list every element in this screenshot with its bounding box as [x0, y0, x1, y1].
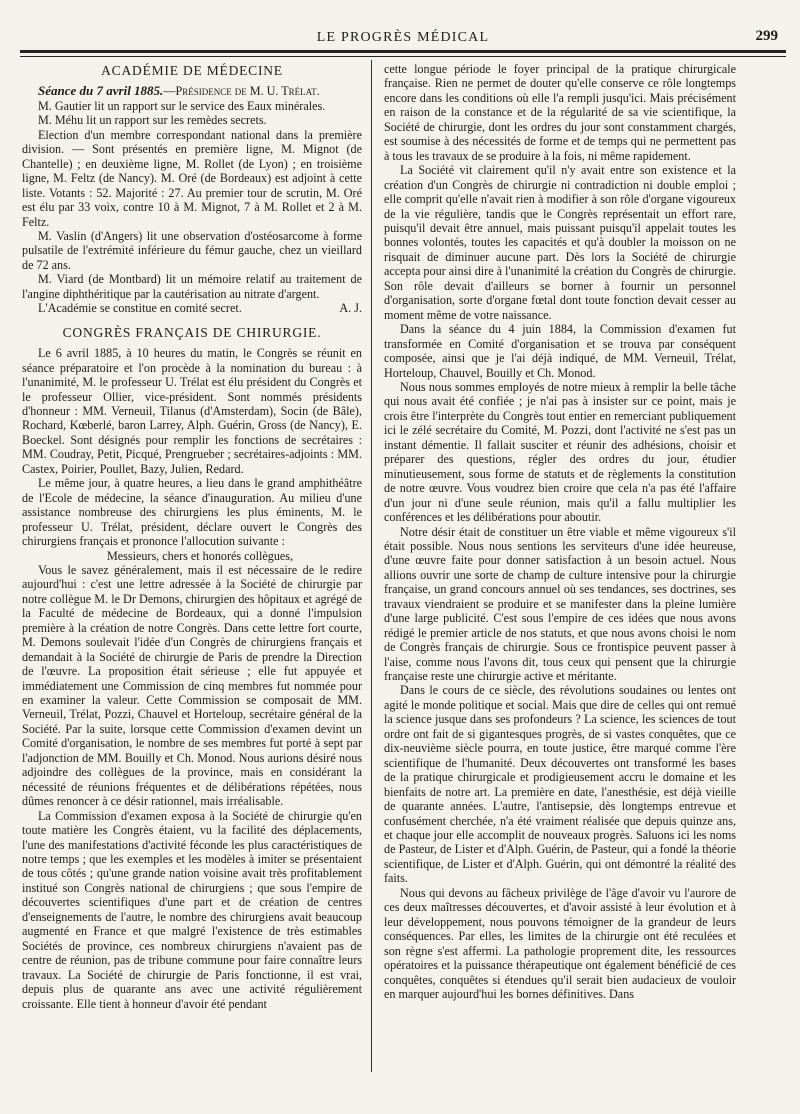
academie-paragraph: M. Méhu lit un rapport sur les remèdes secrets.	[38, 113, 267, 128]
congres-heading: CONGRÈS FRANÇAIS DE CHIRURGIE.	[62, 324, 322, 340]
academie-paragraph: Election d'un membre correspondant national dans la première division. — Sont présentés en première ligne, M. Mignot (de Chantelle) ; en deuxième ligne, M. Rollet (de Lyon) ; en troisième ligne, M. Feltz (de Nancy). M. Oré (de Bordeaux) est adjoint à cette liste. Votants : 52. Majorité : 27. Au premier tour de scrutin, M. Oré est élu par 33 voix, contre 10 à M. Mignot, 7 à M. Rollet et 2 à M. Feltz.	[22, 127, 362, 229]
academie-paragraph: M. Vaslin (d'Angers) lit une observation d'ostéosarcome à forme pulsatile de l'extrémité inférieure du fémur gauche, chez un vieillard de 72 ans.	[22, 228, 362, 272]
speech-paragraph: Dans le cours de ce siècle, des révolutions soudaines ou lentes ont agité le monde politique et social. Mais que dire de celles qui ont remué la science jusque dans ses profondeurs ? La science, les sciences de tout ordre ont fait de si gigantesques progrès, de si vastes conquêtes, que ce dix-neuvième siècle pourra, en toute justice, être marqué comme l'ère scientifique de l'humanité. Deux découvertes ont transformé les bases de la pratique chirurgicale et prodigieusement accru le domaine et les bienfaits de notre art. La première en date, l'anesthésie, est déjà vieille de quarante années. L'autre, l'antisepsie, dès longtemps entrevue et confusément cherchée, n'a été vraiment réalisée que depuis quinze ans, et chaque jour elle accomplit de nouveaux progrès. Saluons ici les noms de Pasteur, de Lister et d'Alph. Guérin, de Pasteur, qui a fondé la théorie scientifique, de Lister et d'Alph. Guérin, qui ont démontré la réalité des faits.	[384, 683, 736, 886]
congres-paragraph: Le 6 avril 1885, à 10 heures du matin, le Congrès se réunit en séance préparatoire et l'on procède à la nomination du bureau : à l'unanimité, M. le professeur U. Trélat est élu président du Congrès et le professeur Ollier, vice-président. Sont nommés présidents d'honneur : MM. Verneuil, Tilanus (d'Amsterdam), Socin (de Bâle), Rochard, Kœberlé, baron Larrey, Alph. Guérin, Gross (de Nancy), E. Boeckel. Sont désignés pour remplir les fonctions de secrétaires : MM. Coudray, Petit, Picqué, Prengrueber ; secrétaires-adjoints : MM. Castex, Poirier, Poullet, Bazy, Julien, Redard.	[22, 346, 362, 476]
page-number: 299	[755, 28, 778, 44]
speech-paragraph: Nous qui devons au fâcheux privilège de l'âge d'avoir vu l'aurore de ces deux maîtresses découvertes, et d'avoir assisté à leur évolution et à leur développement, nous pouvons témoigner de la grandeur de leurs conséquences. Par elles, les limites de la chirurgie ont été reculées et son règne s'est affermi. La pathologie proprement dite, les ressources opératoires et la puissance thérapeutique ont également bénéficié de ces conquêtes, conquêtes si étendues qu'il serait bien audacieux de vouloir en marquer aujourd'hui les bornes définitives. Dans	[384, 885, 736, 1001]
header-rule-thick	[20, 50, 786, 53]
seance-line	[22, 84, 362, 98]
congres-paragraph: Le même jour, à quatre heures, a lieu dans le grand amphithéâtre de l'Ecole de médecine, la séance d'inauguration. Au milieu d'une assistance nombreuse des chirurgiens les plus éminents, M. le professeur U. Trélat, président, déclare ouvert le Congrès des chirurgiens français et prononce l'allocution suivante :	[22, 476, 362, 549]
page-header	[20, 26, 786, 48]
speech-paragraph: Vous le savez généralement, mais il est nécessaire de le redire aujourd'hui : c'est une lettre adressée à la Société de chirurgie par notre collègue M. le Dr Demons, chirurgien des hôpitaux et agrégé de la Faculté de médecine de Bordeaux, qui a donné l'impulsion première à la création de notre Congrès. Dans cette lettre fort courte, M. Demons soulevait l'idée d'un Congrès de chirurgiens français et demandait à la Société de chirurgie de Paris de prendre la Direction de l'œuvre. La proposition était sérieuse ; elle fut appuyée et immédiatement une Commission de cinq membres fut nommée pour en examiner la valeur. Cette Commission se composait de MM. Verneuil, Trélat, Pozzi, Chauvel et Horteloup, secrétaire général de la Société. Par la suite, lorsque cette Commission d'examen devint un Comité d'organisation, le nombre de ses membres fut porté à sept par l'adjonction de MM. Bouilly et Ch. Monod. Nous aurions désiré nous adjoindre des collègues de la province, mais en considérant la nécessité de réunions fréquentes et de délibérations répétées, nous dûmes renoncer à ce désir rationnel, mais irréalisable.	[22, 562, 362, 809]
speech-paragraph: Dans la séance du 4 juin 1884, la Commission d'examen fut transformée en Comité d'organisation et se trouva par conséquent composée, ainsi que je l'ai déjà indiqué, de MM. Verneuil, Trélat, Horteloup, Chauvel, Bouilly et Ch. Monod.	[384, 322, 736, 380]
speech-paragraph: La Société vit clairement qu'il n'y avait entre son existence et la création d'un Congrès de chirurgie ni contradiction ni double emploi ; elle comprit qu'elle n'avait rien à modifier à son rôle d'organe vigoureux de la vie régulière, tandis que le Congrès représentait un effort rare, puisqu'il devait être annuel, mais puissant puisqu'il appelait toutes les bonnes volontés, toutes les capacités et qu'à doubler la moisson on ne risquait de diminuer aucune part. Dès lors la Société de chirurgie accepta pour ainsi dire à l'unanimité la création du Congrès de chirurgie. Son rôle devait d'ailleurs se borner à fournir un personnel d'organisation, sorte d'organe fœtal dont toute fonction devait cesser au moment même de votre naissance.	[384, 163, 736, 322]
academie-paragraph: M. Viard (de Montbard) lit un mémoire relatif au traitement de l'angine diphthéritique par la cautérisation au nitrate d'argent.	[22, 272, 362, 301]
academie-closing	[22, 301, 362, 315]
academie-paragraph: M. Gautier lit un rapport sur le service des Eaux minérales.	[38, 98, 326, 113]
academie-heading: ACADÉMIE DE MÉDECINE	[101, 63, 283, 78]
journal-title: LE PROGRÈS MÉDICAL	[316, 30, 490, 45]
academie-closing-text: L'Académie se constitue en comité secret.	[38, 301, 242, 316]
seance-date: Séance du 7 avril 1885.	[38, 83, 164, 99]
right-column	[384, 62, 736, 1001]
section-gap	[22, 316, 362, 324]
academie-signature: A. J.	[339, 301, 362, 316]
speech-paragraph: Nous nous sommes employés de notre mieux à remplir la belle tâche qui nous avait été confiée ; je n'ai pas à insister sur ce point, mais je crois être l'interprète du Congrès tout entier en remerciant publiquement ici le zélé secrétaire du Comité, M. Pozzi, dont l'activité ne s'est pas un instant démentie. Il fallait susciter et réunir des adhésions, choisir et préparer des questions, régler des ordres du jour, étudier minutieusement, sous forme de statuts et de règlements la constitution de notre œuvre. Vous voudrez bien croire que cela n'a pas été l'affaire d'un jour ni d'une seule réunion, mais qu'il a fallu multiplier les conférences et les délibérations pour aboutir.	[384, 379, 736, 525]
column-divider	[371, 60, 372, 1072]
speech-greeting: Messieurs, chers et honorés collègues,	[106, 548, 294, 563]
left-column	[22, 62, 362, 1011]
speech-paragraph: cette longue période le foyer principal de la pratique chirurgicale française. Rien ne permet de douter qu'elle conserve ce rôle longtemps encore dans les conditions où elle l'a rempli jusqu'ici. Mais précisément en raison de la constance et de la régularité de sa vie scientifique, la Société de chirurgie, dont les ordres du jour sont constamment chargés, est soumise à des nécessités de forme et de temps qui ne permettent pas à tous les travaux de se produire à la fois, ni même rapidement.	[384, 62, 736, 163]
speech-paragraph: Notre désir était de constituer un être viable et même vigoureux s'il était possible. Nous nous sentions les serviteurs d'une idée heureuse, d'une œuvre faite pour donner satisfaction à un besoin actuel. Nous allions ouvrir une sorte de champ de culture intensive pour la chirurgie française, un grand concours annuel où ses tendances, ses doctrines, ses travaux viendraient se produire et se manifester dans la pleine lumière d'une large publicité. C'est sous l'empire de ces idées que nous avons rédigé le premier article de nos statuts, et que nous avons choisi le nom de Congrès français de chirurgie. Sous ce frontispice peuvent passer à l'aise, comme nous l'avons dit, tous ceux qui pensent que la chirurgie française reste une chirurgie active et méritante.	[384, 524, 736, 684]
header-rule-thin	[20, 56, 786, 57]
seance-presidence: —Présidence de M. U. Trélat.	[163, 84, 320, 99]
speech-paragraph: La Commission d'examen exposa à la Société de chirurgie qu'en toute matière les Congrès étaient, vu la facilité des déplacements, l'une des manifestations d'activité féconde les plus caractéristiques de notre temps ; que les exemples et les modèles à imiter se présentaient de tous côtés ; qu'une grande nation voisine avait très profitablement institué son Congrès national de chirurgiens ; que sous l'empire de découvertes scientifiques d'une part et de création de centres d'enseignements de l'autre, le nombre des chirurgiens avait beaucoup augmenté en France et que malgré l'existence de très estimables Sociétés de province, ces nombreux chirurgiens n'avaient pas de centre de réunion, pas de tribune commune pour faire connaître leurs travaux. La Société de chirurgie de Paris fonctionne, il est vrai, depuis plus de quarante ans avec une activité régulièrement croissante. Elle tient à honneur d'avoir été pendant	[22, 808, 362, 1011]
